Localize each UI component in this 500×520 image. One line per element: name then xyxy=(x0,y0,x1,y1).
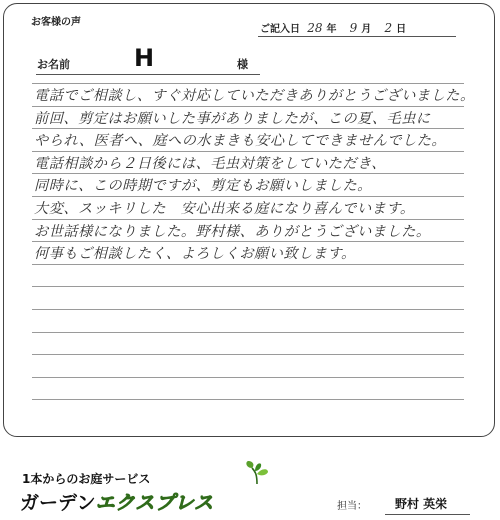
message-line: 電話相談から２日後には、毛虫対策をしていただき、 xyxy=(34,155,386,172)
ruled-line xyxy=(32,83,464,84)
message-line: 電話でご相談し、すぐ対応していただきありがとうございました。 xyxy=(34,88,475,104)
name-underline xyxy=(36,74,260,75)
handwritten-message xyxy=(34,85,475,266)
company-logo xyxy=(20,488,214,515)
date-field xyxy=(260,20,412,35)
brand-prefix: ガーデン xyxy=(20,492,96,514)
message-line: 何事もご相談したく、よろしくお願い致します。 xyxy=(34,246,356,263)
ruled-line xyxy=(32,309,464,310)
ruled-line xyxy=(32,354,464,355)
message-line: 前回、剪定はお願いした事がありましたが、この夏、毛虫に xyxy=(34,110,431,127)
staff-underline xyxy=(385,514,470,515)
leaf-logo-icon xyxy=(244,460,270,486)
date-day-unit: 日 xyxy=(396,24,407,35)
company-tagline: 1本からのお庭サービス xyxy=(22,472,151,486)
message-line: 同時に、この時期ですが、剪定もお願いしました。 xyxy=(34,178,372,195)
date-month-unit: 月 xyxy=(361,24,372,35)
date-underline xyxy=(258,36,456,37)
message-line: 大変、スッキリした 安心出来る庭になり喜んでいます。 xyxy=(34,200,415,217)
ruled-line xyxy=(32,332,464,333)
name-label: お名前 xyxy=(37,58,70,71)
date-year: 28 xyxy=(307,21,323,35)
message-line: やられ、医者へ、庭への水まきも安心してできませんでした。 xyxy=(34,133,447,150)
card-title: お客様の声 xyxy=(31,17,81,28)
honorific: 様 xyxy=(237,58,248,71)
ruled-line xyxy=(32,377,464,378)
ruled-line xyxy=(32,399,464,400)
message-line: お世話様になりました。野村様、ありがとうございました。 xyxy=(34,223,431,240)
ruled-line xyxy=(32,286,464,287)
brand-accent: エクスプレス xyxy=(95,492,215,514)
date-day: 2 xyxy=(384,21,393,35)
date-year-unit: 年 xyxy=(326,24,337,35)
customer-name: H xyxy=(134,44,155,72)
date-label: ご記入日 xyxy=(260,24,300,35)
date-month: 9 xyxy=(349,21,358,35)
staff-name: 野村 英栄 xyxy=(395,497,448,511)
footer xyxy=(0,442,500,520)
staff-label: 担当： xyxy=(337,501,367,512)
